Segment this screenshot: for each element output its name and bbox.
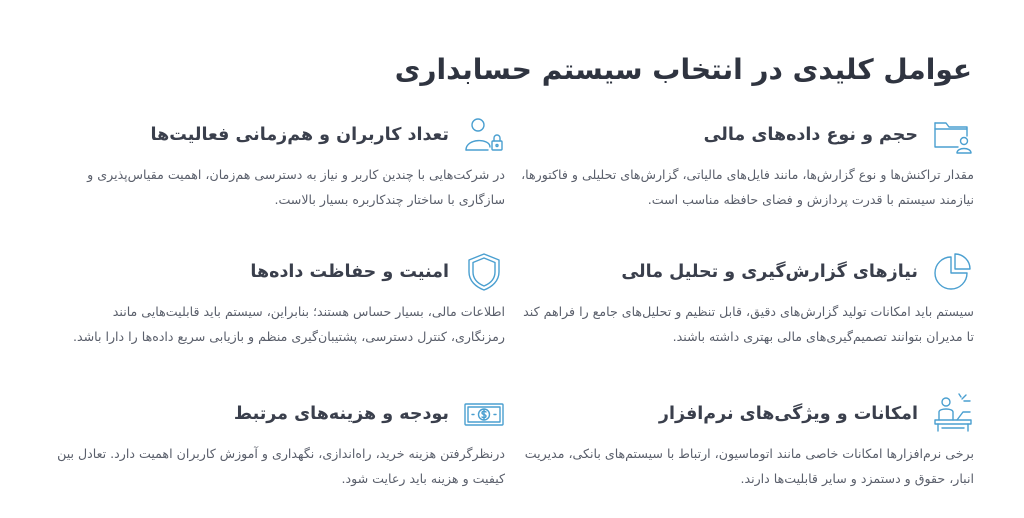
- banknote-icon: [463, 393, 505, 435]
- page-title: عوامل کلیدی در انتخاب سیستم حسابداری: [394, 53, 972, 86]
- card-software-features: [516, 394, 974, 491]
- card-reporting-needs: [516, 252, 974, 349]
- card-header: [55, 394, 505, 434]
- users-lock-icon: [463, 114, 505, 156]
- pie-chart-icon: [932, 251, 974, 293]
- card-title: بودجه و هزینه‌های مرتبط: [233, 404, 449, 424]
- card-text: برخی نرم‌افزارها امکانات خاصی مانند اتوماسیون، ارتباط با سیستم‌های بانکی، مدیریت انبار، حقوق و دستمزد و سایر قابلیت‌ها دارند.: [524, 446, 974, 486]
- card-text: سیستم باید امکانات تولید گزارش‌های دقیق، قابل تنظیم و تحلیل‌های جامع را فراهم کند تا مدیران بتوانند تصمیم‌گیری‌های مالی بهتری داشته باشند.: [523, 304, 974, 344]
- card-header: [516, 115, 974, 155]
- person-desk-icon: [932, 393, 974, 435]
- card-header: [55, 115, 505, 155]
- card-title: نیازهای گزارش‌گیری و تحلیل مالی: [621, 262, 918, 282]
- card-financial-data-volume: [516, 115, 974, 212]
- card-header: [516, 252, 974, 292]
- card-text: در شرکت‌هایی با چندین کاربر و نیاز به دسترسی هم‌زمان، اهمیت مقیاس‌پذیری و سازگاری با ساختار چندکاربره بسیار بالاست.: [87, 167, 505, 207]
- card-users-concurrency: [55, 115, 505, 212]
- card-text: اطلاعات مالی، بسیار حساس هستند؛ بنابراین، سیستم باید قابلیت‌هایی مانند رمزنگاری، کنترل دسترسی، پشتیبان‌گیری منظم و بازیابی سریع داده‌ها را دارا باشد.: [72, 304, 505, 344]
- card-title: امکانات و ویژگی‌های نرم‌افزار: [658, 404, 918, 424]
- card-title: حجم و نوع داده‌های مالی: [703, 125, 918, 145]
- card-title: امنیت و حفاظت داده‌ها: [250, 262, 449, 282]
- card-header: [55, 252, 505, 292]
- card-text: مقدار تراکنش‌ها و نوع گزارش‌ها، مانند فایل‌های مالیاتی، گزارش‌های تحلیلی و فاکتورها، نیازمند سیستم با قدرت پردازش و فضای حافظه مناسب است.: [521, 167, 974, 207]
- card-security: [55, 252, 505, 349]
- shield-icon: [463, 251, 505, 293]
- card-text: درنظرگرفتن هزینه خرید، راه‌اندازی، نگهداری و آموزش کاربران اهمیت دارد. تعادل بین کیفیت و هزینه باید رعایت شود.: [57, 446, 505, 486]
- card-header: [516, 394, 974, 434]
- card-title: تعداد کاربران و هم‌زمانی فعالیت‌ها: [150, 125, 449, 145]
- card-budget-costs: [55, 394, 505, 491]
- folder-user-icon: [932, 114, 974, 156]
